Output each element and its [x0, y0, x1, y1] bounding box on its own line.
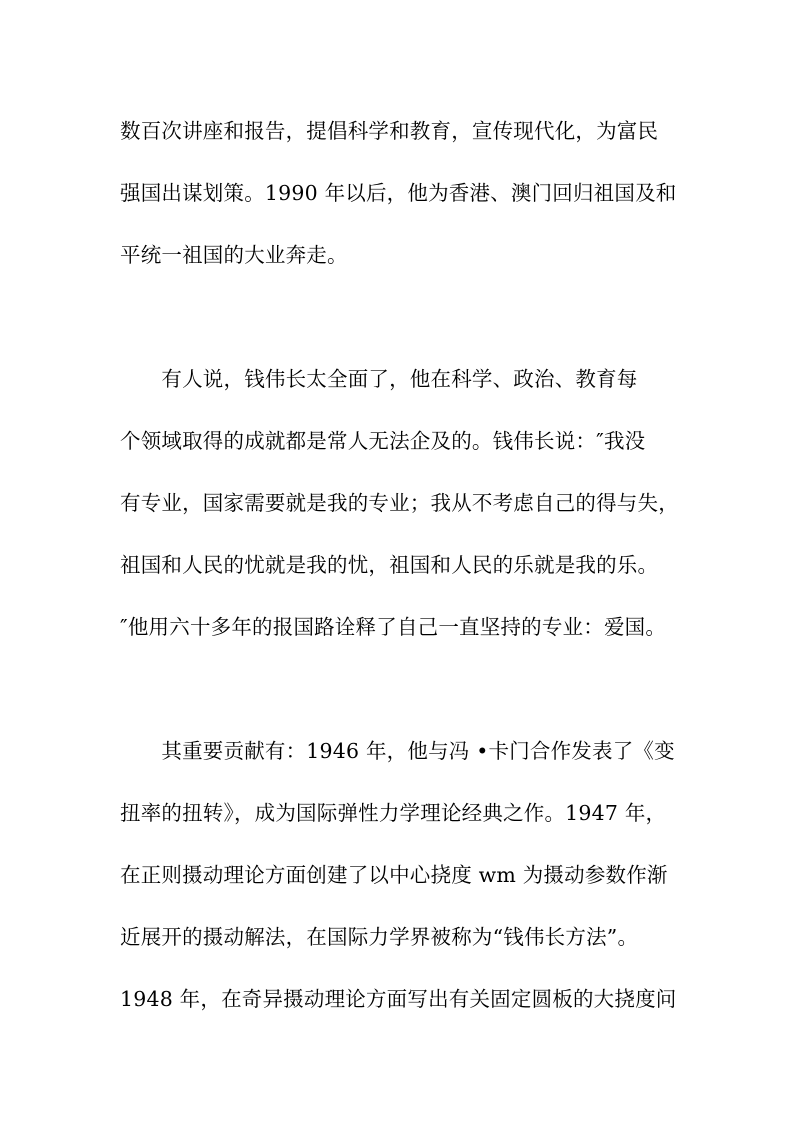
text-line: 有专业，国家需要就是我的专业；我从不考虑自己的得与失， — [120, 491, 679, 515]
text-line: 有人说，钱伟长太全面了，他在科学、政治、教育每 — [120, 367, 638, 391]
text-line: 其重要贡献有：1946 年，他与冯 •卡门合作发表了《变 — [120, 739, 675, 763]
text-line: 扭率的扭转》，成为国际弹性力学理论经典之作。1947 年， — [120, 801, 667, 825]
text-line: 强国出谋划策。1990 年以后，他为香港、澳门回归祖国及和 — [120, 181, 677, 205]
text-line: 1948 年，在奇异摄动理论方面写出有关固定圆板的大挠度问 — [120, 987, 677, 1011]
text-line: 近展开的摄动解法，在国际力学界被称为“钱伟长方法”。 — [120, 925, 639, 949]
text-line: 在正则摄动理论方面创建了以中心挠度 wm 为摄动参数作渐 — [120, 863, 668, 887]
text-line: ″他用六十多年的报国路诠释了自己一直坚持的专业：爱国。 — [120, 615, 667, 639]
text-line: 个领域取得的成就都是常人无法企及的。钱伟长说：″我没 — [120, 429, 646, 453]
text-line: 数百次讲座和报告，提倡科学和教育，宣传现代化，为富民 — [120, 119, 659, 143]
text-line: 平统一祖国的大业奔走。 — [120, 243, 348, 267]
text-line: 祖国和人民的忧就是我的忧，祖国和人民的乐就是我的乐。 — [120, 553, 659, 577]
